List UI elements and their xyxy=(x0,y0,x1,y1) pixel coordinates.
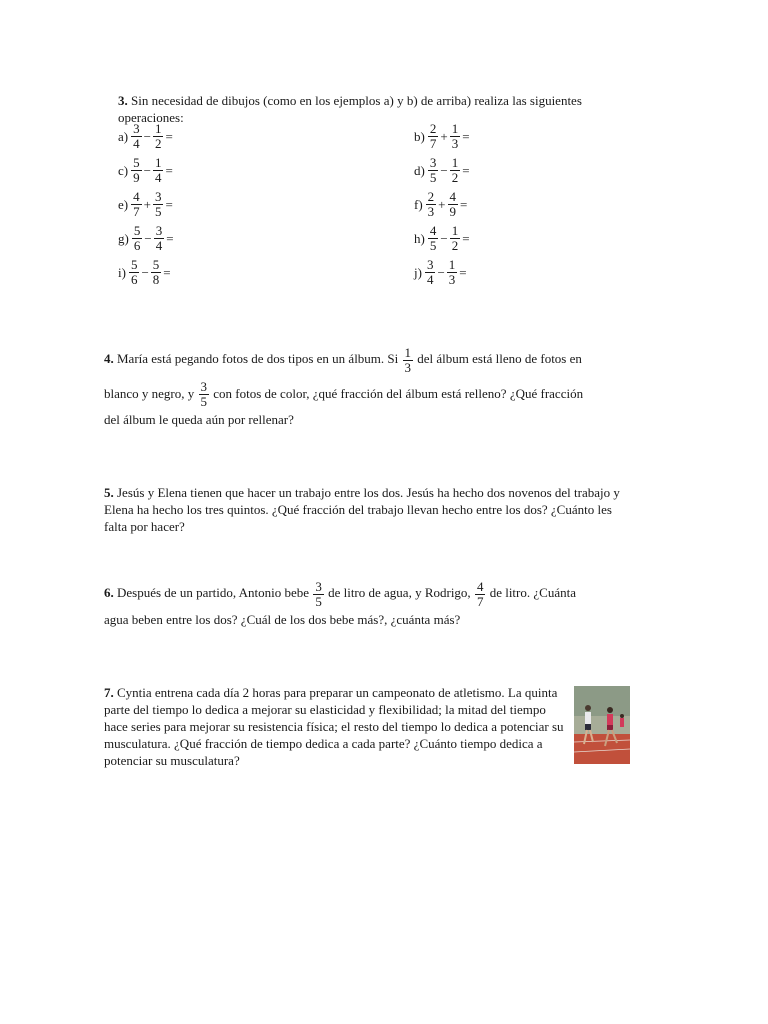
numerator: 3 xyxy=(154,189,162,204)
equals-sign: = xyxy=(165,128,173,144)
operator: + xyxy=(438,196,446,212)
denominator: 6 xyxy=(133,238,141,253)
exercise-label: c) xyxy=(118,162,129,178)
numerator: 3 xyxy=(426,257,434,272)
denominator: 4 xyxy=(154,170,162,185)
exercise-label: i) xyxy=(118,264,126,280)
exercise-label: e) xyxy=(118,196,129,212)
exercise-label: h) xyxy=(414,230,425,246)
question-5-number: 5. xyxy=(104,485,114,500)
denominator: 7 xyxy=(476,593,484,609)
exercise-item xyxy=(118,156,174,185)
operator: + xyxy=(440,128,448,144)
fraction xyxy=(131,122,142,151)
numerator: 5 xyxy=(152,257,160,272)
denominator: 5 xyxy=(154,204,162,219)
numerator: 1 xyxy=(154,121,162,136)
fraction xyxy=(428,224,439,253)
exercise-item xyxy=(414,190,468,219)
numerator: 3 xyxy=(155,223,163,238)
numerator: 1 xyxy=(154,155,162,170)
numerator: 4 xyxy=(133,189,140,204)
fraction xyxy=(131,156,142,185)
fraction xyxy=(129,258,140,287)
denominator: 4 xyxy=(426,272,434,287)
operator: − xyxy=(440,162,448,178)
fraction xyxy=(450,224,461,253)
fraction xyxy=(450,122,461,151)
question-4-number: 4. xyxy=(104,351,114,366)
question-7-number: 7. xyxy=(104,685,114,700)
numerator: 3 xyxy=(315,578,322,594)
exercise-label: b) xyxy=(414,128,425,144)
denominator: 2 xyxy=(451,170,459,185)
numerator: 1 xyxy=(451,121,459,136)
athletes-running-photo xyxy=(574,686,630,764)
numerator: 1 xyxy=(451,155,459,170)
fraction xyxy=(447,258,458,287)
exercise-label: f) xyxy=(414,196,423,212)
denominator: 2 xyxy=(154,136,162,151)
fraction xyxy=(448,190,459,219)
numerator: 3 xyxy=(200,379,208,395)
numerator: 2 xyxy=(427,189,435,204)
denominator: 7 xyxy=(133,204,140,219)
exercise-item xyxy=(118,190,174,219)
fraction xyxy=(475,580,486,609)
operator: − xyxy=(437,264,445,280)
fraction xyxy=(153,156,164,185)
equals-sign: = xyxy=(459,264,467,280)
question-6-text-4: agua beben entre los dos? ¿Cuál de los dos bebe más?, ¿cuánta más? xyxy=(104,611,461,627)
numerator: 5 xyxy=(130,257,138,272)
numerator: 1 xyxy=(448,257,456,272)
numerator: 5 xyxy=(133,223,141,238)
denominator: 7 xyxy=(429,136,437,151)
fraction xyxy=(154,224,165,253)
question-5-text: Jesús y Elena tienen que hacer un trabajo entre los dos. Jesús ha hecho dos novenos del trabajo y Elena ha hecho los tres quintos. ¿Qué fracción del trabajo llevan hecho entre los dos? ¿Cuánto les falta por hacer? xyxy=(104,485,620,534)
equals-sign: = xyxy=(462,230,470,246)
denominator: 5 xyxy=(200,394,208,410)
question-3-text: Sin necesidad de dibujos (como en los ejemplos a) y b) de arriba) realiza las siguientes operaciones: xyxy=(118,93,582,125)
denominator: 9 xyxy=(133,170,140,185)
fraction xyxy=(425,258,436,287)
operator: − xyxy=(440,230,448,246)
exercise-item xyxy=(414,224,471,253)
numerator: 5 xyxy=(133,155,140,170)
denominator: 2 xyxy=(451,238,459,253)
exercise-label: a) xyxy=(118,128,129,144)
exercise-item xyxy=(414,258,468,287)
question-4-text-2: del álbum está lleno de fotos en xyxy=(417,351,582,366)
denominator: 5 xyxy=(315,593,322,609)
question-4-text-3: blanco y negro, y xyxy=(104,385,195,401)
equals-sign: = xyxy=(165,196,173,212)
exercise-label: j) xyxy=(414,264,422,280)
exercise-item xyxy=(118,258,172,287)
exercise-label: g) xyxy=(118,230,129,246)
question-6-text-3: de litro. ¿Cuánta xyxy=(489,585,576,600)
numerator: 1 xyxy=(404,344,412,360)
denominator: 4 xyxy=(133,136,140,151)
fraction xyxy=(153,190,164,219)
fraction xyxy=(428,122,439,151)
exercise-item xyxy=(118,224,175,253)
operator: − xyxy=(143,128,151,144)
question-6-number: 6. xyxy=(104,585,114,600)
denominator: 8 xyxy=(152,272,160,287)
equals-sign: = xyxy=(462,128,470,144)
question-7-text: Cyntia entrena cada día 2 horas para preparar un campeonato de atletismo. La quinta parte del tiempo lo dedica a mejorar su elasticidad y flexibilidad; la mitad del tiempo hace series para mejorar su resistencia física; el resto del tiempo lo dedica a potenciar su musculatura. ¿Qué fracción de tiempo dedica a cada parte? ¿Cuánto tiempo dedica a potenciar su musculatura? xyxy=(104,685,564,768)
denominator: 3 xyxy=(448,272,456,287)
exercise-item xyxy=(414,122,471,151)
fraction xyxy=(450,156,461,185)
exercise-item xyxy=(118,122,174,151)
operator: − xyxy=(143,162,151,178)
question-4-text-5: del álbum le queda aún por rellenar? xyxy=(104,412,294,428)
question-4 xyxy=(104,344,644,428)
denominator: 3 xyxy=(451,136,459,151)
denominator: 3 xyxy=(404,359,412,375)
denominator: 5 xyxy=(429,170,437,185)
operator: − xyxy=(144,230,152,246)
operator: − xyxy=(141,264,149,280)
numerator: 2 xyxy=(429,121,437,136)
fraction xyxy=(428,156,439,185)
numerator: 1 xyxy=(451,223,459,238)
operator: + xyxy=(143,196,151,212)
denominator: 9 xyxy=(449,204,457,219)
fraction xyxy=(426,190,437,219)
fraction xyxy=(199,380,210,409)
exercise-label: d) xyxy=(414,162,425,178)
denominator: 4 xyxy=(155,238,163,253)
question-7 xyxy=(104,684,564,769)
question-6-text-2: de litro de agua, y Rodrigo, xyxy=(328,585,471,600)
numerator: 3 xyxy=(133,121,140,136)
fraction xyxy=(313,580,324,609)
fraction xyxy=(153,122,164,151)
numerator: 3 xyxy=(429,155,437,170)
exercise-item xyxy=(414,156,471,185)
question-3 xyxy=(118,92,638,126)
fraction xyxy=(151,258,162,287)
equals-sign: = xyxy=(462,162,470,178)
equals-sign: = xyxy=(166,230,174,246)
question-3-number: 3. xyxy=(118,93,128,108)
question-6 xyxy=(104,578,644,628)
denominator: 6 xyxy=(130,272,138,287)
equals-sign: = xyxy=(165,162,173,178)
denominator: 3 xyxy=(427,204,435,219)
numerator: 4 xyxy=(476,578,484,594)
question-4-text-1: María está pegando fotos de dos tipos en un álbum. Si xyxy=(117,351,399,366)
question-6-text-1: Después de un partido, Antonio bebe xyxy=(117,585,310,600)
question-4-text-4: con fotos de color, ¿qué fracción del álbum está relleno? ¿Qué fracción xyxy=(213,385,584,401)
numerator: 4 xyxy=(429,223,437,238)
fraction xyxy=(131,190,142,219)
denominator: 5 xyxy=(429,238,437,253)
fraction xyxy=(403,346,414,375)
numerator: 4 xyxy=(449,189,457,204)
fraction xyxy=(132,224,143,253)
equals-sign: = xyxy=(163,264,171,280)
equals-sign: = xyxy=(460,196,468,212)
question-5 xyxy=(104,484,634,535)
